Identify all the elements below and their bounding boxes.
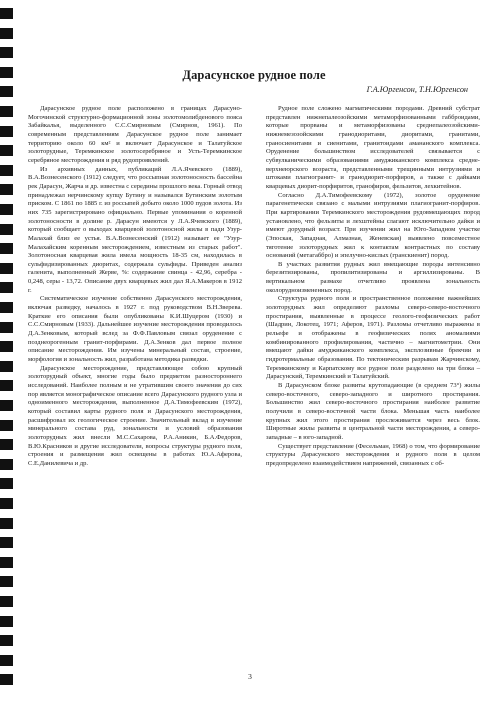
paragraph: Дарасунское рудное поле расположено в границах Дарасуно-Могочинской структурно-формационной зоны золотомолибденового пояса Забайкалья, выделенного С.С.Смирновым (Смирнов, 1961). По современным представлениям Дарасунское рудное поле занимает территорию около 60 км² и включает Дарасунское и Талатуйское золоторудные, Теремкинское золотосеребряное и Усть-Теремкинское серебряное месторождения и ряд рудопроявлений. xyxy=(28,105,242,164)
binding-hole xyxy=(0,224,13,235)
binding-hole xyxy=(0,341,13,352)
text-columns xyxy=(28,105,480,469)
binding-hole xyxy=(0,243,13,254)
binding-hole xyxy=(0,518,13,529)
binding-hole xyxy=(0,576,13,587)
binding-hole xyxy=(0,322,13,333)
binding-hole xyxy=(0,165,13,176)
page-number: 3 xyxy=(248,672,252,681)
binding-hole xyxy=(0,420,13,431)
binding-hole xyxy=(0,86,13,97)
binding-hole xyxy=(0,67,13,78)
paragraph: Существует представление (Фесельман, 1968) о том, что формирование структуры Дарасунского месторождения и рудного поля в целом предопределено взаимодействием напряжений, связанных с об- xyxy=(266,442,480,467)
binding-hole xyxy=(0,635,13,646)
right-column xyxy=(266,105,480,469)
binding-hole xyxy=(0,106,13,117)
binding-hole xyxy=(0,596,13,607)
binding-hole xyxy=(0,498,13,509)
binding-hole xyxy=(0,400,13,411)
binding-hole xyxy=(0,655,13,666)
binding-hole xyxy=(0,145,13,156)
binding-hole xyxy=(0,302,13,313)
left-column xyxy=(28,105,242,469)
binding-hole xyxy=(0,439,13,450)
binding-hole xyxy=(0,459,13,470)
binding-hole xyxy=(0,8,13,19)
paper-authors: Г.А.Юргенсон, Т.Н.Юргенсон xyxy=(366,85,468,94)
binding-hole xyxy=(0,204,13,215)
paragraph: В Дарасунском блоке развиты крутопадающие (в среднем 73°) жилы северо-восточного, северо-западного и широтного простирания. Большинство жил северо-восточного простирания наиболее развитие получили в северо-восточной части блока. Меньшая часть наиболее крупных жил этого простирания прослеживается через весь блок. Широтные жилы развиты в центральной части месторождения, а северо-западные – в юго-западной. xyxy=(266,382,480,441)
paragraph: В участках развития рудных жил вмещающие породы интенсивно березитизированы, пропилитизированы и аргиллизированы. В вертикальном размахе отчетливо проявлена зональность околорудноизмененных пород. xyxy=(266,260,480,294)
binding-hole xyxy=(0,557,13,568)
binding-hole xyxy=(0,361,13,372)
binding-hole xyxy=(0,184,13,195)
binding-hole xyxy=(0,478,13,489)
paper-page xyxy=(28,68,480,469)
binding-hole xyxy=(0,282,13,293)
binding-hole xyxy=(0,126,13,137)
binding-hole xyxy=(0,380,13,391)
paragraph: Рудное поле сложено магматическими породами. Древний субстрат представлен нижнепалеозойскими метаморфизованными габброидами, которые прорваны и метаморфизованы среднепалеозойскими-нижнемезозойскими гранодиоритами, диоритами, гранитами, граносиенитами и сиенитами, гранитоидами амананского комплекса. Оруденение большинством исследователей связывается с субвулканическими образованиями амуджиканского комплекса средне-верхнеюрского возраста, представленными трещинными интрузиями и штоками плагиогранит- и гранодиорит-порфиров, а также с дайками кварцевых диорит-порфиритов, гранофиров, фельзитов, лехкитейнов. xyxy=(266,105,480,190)
paragraph: Структура рудного поля и пространственное положение важнейших золоторудных жил определяют разломы северо-северо-восточного простирания, выявленные в процессе геолого-геофизических работ (Шадрин, Локотец, 1971; Аферов, 1971). Разломы отчетливо выражены в рельефе и отображены в геофизических полях аномалиями комбинированного профилирования, частично – магнитометрии. Они вмещают дайки амуджиканского комплекса, эксплозивные брекчии и гидротермальные образования. По тектоническим разрывам Жарчинскому, Теремкинскому и Карпатскому все рудное поле разделено на три блока – Дарасунский, Теремкинский и Талатуйский. xyxy=(266,295,480,381)
paragraph: Систематическое изучение собственно Дарасунского месторождения, включая разведку, началось в 1927 г. под руководством В.Н.Зверева. Краткие его описания были опубликованы К.И.Шуцером (1930) и С.С.Смирновым (1933). Дальнейшее изучение месторождения проводилось Д.А.Зенковым, который вслед за Ф.Ф.Павловым связал оруденение с позднеорогенным гранит-порфирами. Д.А.Зенков дал первое полное описание месторождения. Им изучены минеральный состав, строение, морфология и зональность жил, разработана методика разведки. xyxy=(28,295,242,364)
paragraph: Из архивных данных, публикаций Л.А.Ячевского (1889), В.А.Вознесенского (1912) следует, что россыпная золотоносность бассейна рек Дарасун, Жарча и др. известна с середины прошлого века. Горный отвод принадлежал нерчинскому купцу Бутину и назывался Бутинским золотым приском. С 1861 по 1885 г. из россыпей добыто около 1000 пудов золота. Из них 735 зарегистрировано официально. Первые упоминания о коренной золотоносности в долине р. Дарасун имеются у Л.А.Ячевского (1889), который сообщает о выходах кварцевой золотоносной жилы в пади Узур-Малахай близ ее устья. В.А.Вознесенский (1912) называет ее "Узур-Малахайским коренным месторождением, известным из старых работ". Золотоносная кварцевая жила имела мощность 18-35 см, находилась в сульфидизированных диоритах, содержала сульфиды. Приведен анализ галенита, выполненный Жерве, %: содержание свинца - 42,96, серебра - 0,248, серы - 13,72. Описание двух кварцевых жил дал Я.А.Макеров в 1912 г. xyxy=(28,165,242,294)
paragraph: Дарасунское месторождение, представляющее собою крупный золоторудный объект, многие годы было предметом разностороннего исследований. Наиболее полным и не утратившим своего значения до сих пор является монографическое описание всего Дарасунского рудного узла и одноименного месторождения, выполненное Д.А.Тимофеевским (1972), который составил карты рудного поля и Дарасунского месторождения, расшифровал их геологическое строение. Значительный вклад в изучение минерального состава руд, зональности и условий образования золоторудных жил внесли М.С.Сахарова, Р.А.Аникин, Б.А.Федоров, В.Ю.Красников и другие исследователи, вопросы структуры рудного поля, строения и размещения жил освещены в работах Ю.А.Аферова, С.Е.Данилевича и др. xyxy=(28,364,242,467)
paragraph: Согласно Д.А.Тимофеевскому (1972), золотое оруденение парагенетически связано с малыми интрузиями плагиогранит-порфиров. При картировании Теремкинского месторождения рудовмещающих пород установлено, что фельзиты и лехштейны слагают исключительно дайки и имеют дорудный возраст. При изучении жил на Юго-Западном участке (Эпоская, Западная, Алмазная, Женевская) выявлено повсеместное тяготение золоторудных жил к контактам контрастных по составу оснований (метагаббро) и эпелучно-кислых (гранскиенит) пород. xyxy=(266,191,480,260)
binding-hole xyxy=(0,28,13,39)
binding-hole xyxy=(0,616,13,627)
binding-hole xyxy=(0,537,13,548)
binding-hole xyxy=(0,263,13,274)
binding-hole xyxy=(0,47,13,58)
binding-holes xyxy=(0,0,14,702)
paper-title: Дарасунское рудное поле xyxy=(182,68,326,82)
